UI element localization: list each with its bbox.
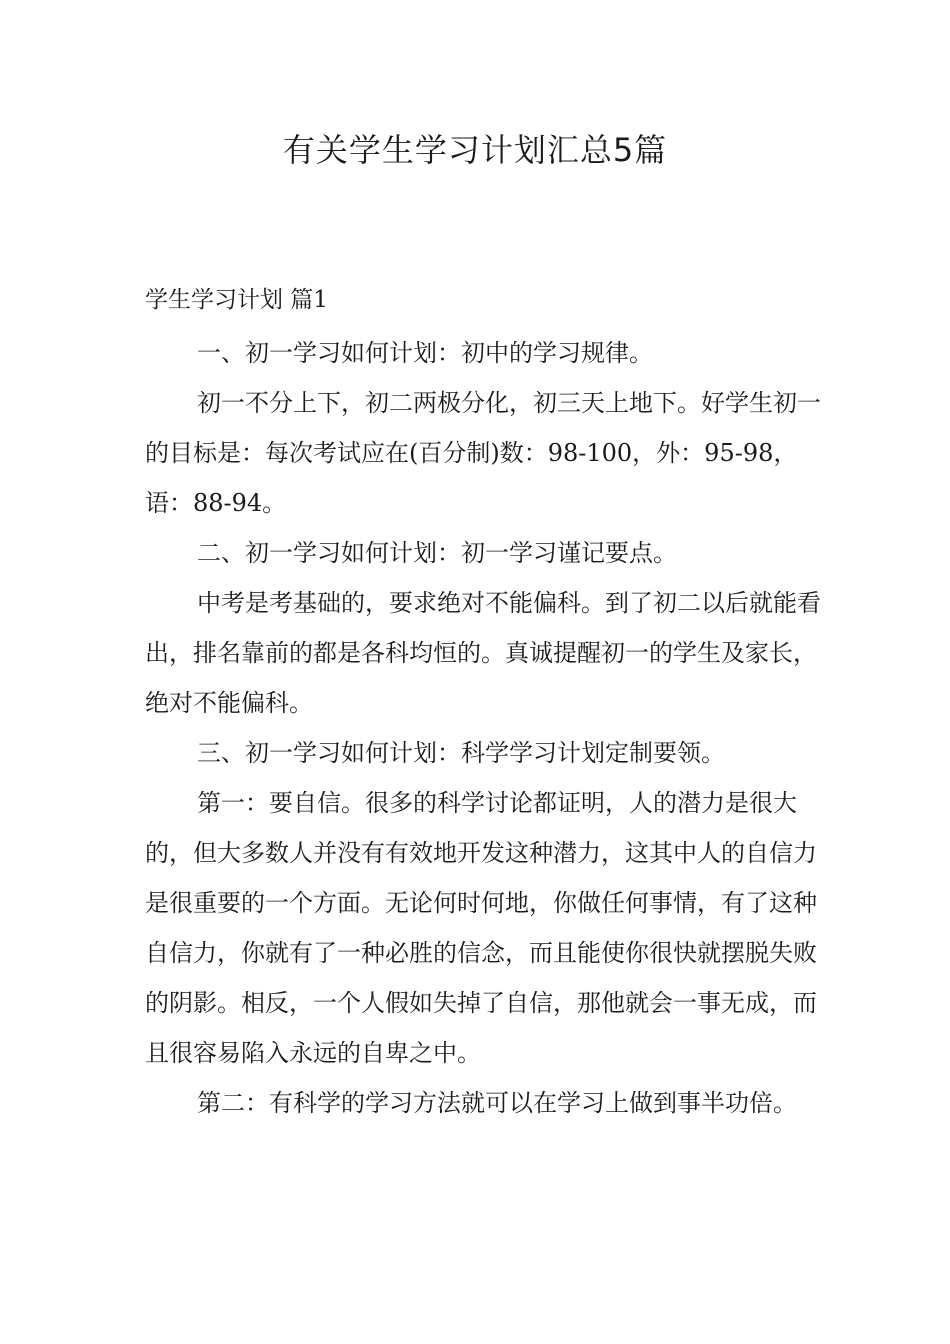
paragraph-4: 中考是考基础的，要求绝对不能偏科。到了初二以后就能看出，排名靠前的都是各科均恒的。真诚提醒初一的学生及家长，绝对不能偏科。 [145, 589, 821, 717]
paragraph-7: 第二：有科学的学习方法就可以在学习上做到事半功倍。 [197, 1089, 797, 1117]
section-heading: 学生学习计划 篇1 [145, 287, 328, 313]
paragraph-5: 三、初一学习如何计划：科学学习计划定制要领。 [197, 739, 725, 767]
paragraph-3: 二、初一学习如何计划：初一学习谨记要点。 [197, 539, 677, 567]
document-body [145, 328, 821, 1128]
document-title: 有关学生学习计划汇总5篇 [282, 131, 668, 169]
paragraph-2: 初一不分上下，初二两极分化，初三天上地下。好学生初一的目标是：每次考试应在(百分制)数：98-100，外：95-98，语：88-94。 [145, 389, 821, 517]
paragraph-6: 第一：要自信。很多的科学讨论都证明，人的潜力是很大的，但大多数人并没有有效地开发这种潜力，这其中人的自信力是很重要的一个方面。无论何时何地，你做任何事情，有了这种自信力，你就有了一种必胜的信念，而且能使你很快就摆脱失败的阴影。相反，一个人假如失掉了自信，那他就会一事无成，而且很容易陷入永远的自卑之中。 [145, 789, 817, 1067]
paragraph-1: 一、初一学习如何计划：初中的学习规律。 [197, 339, 653, 367]
